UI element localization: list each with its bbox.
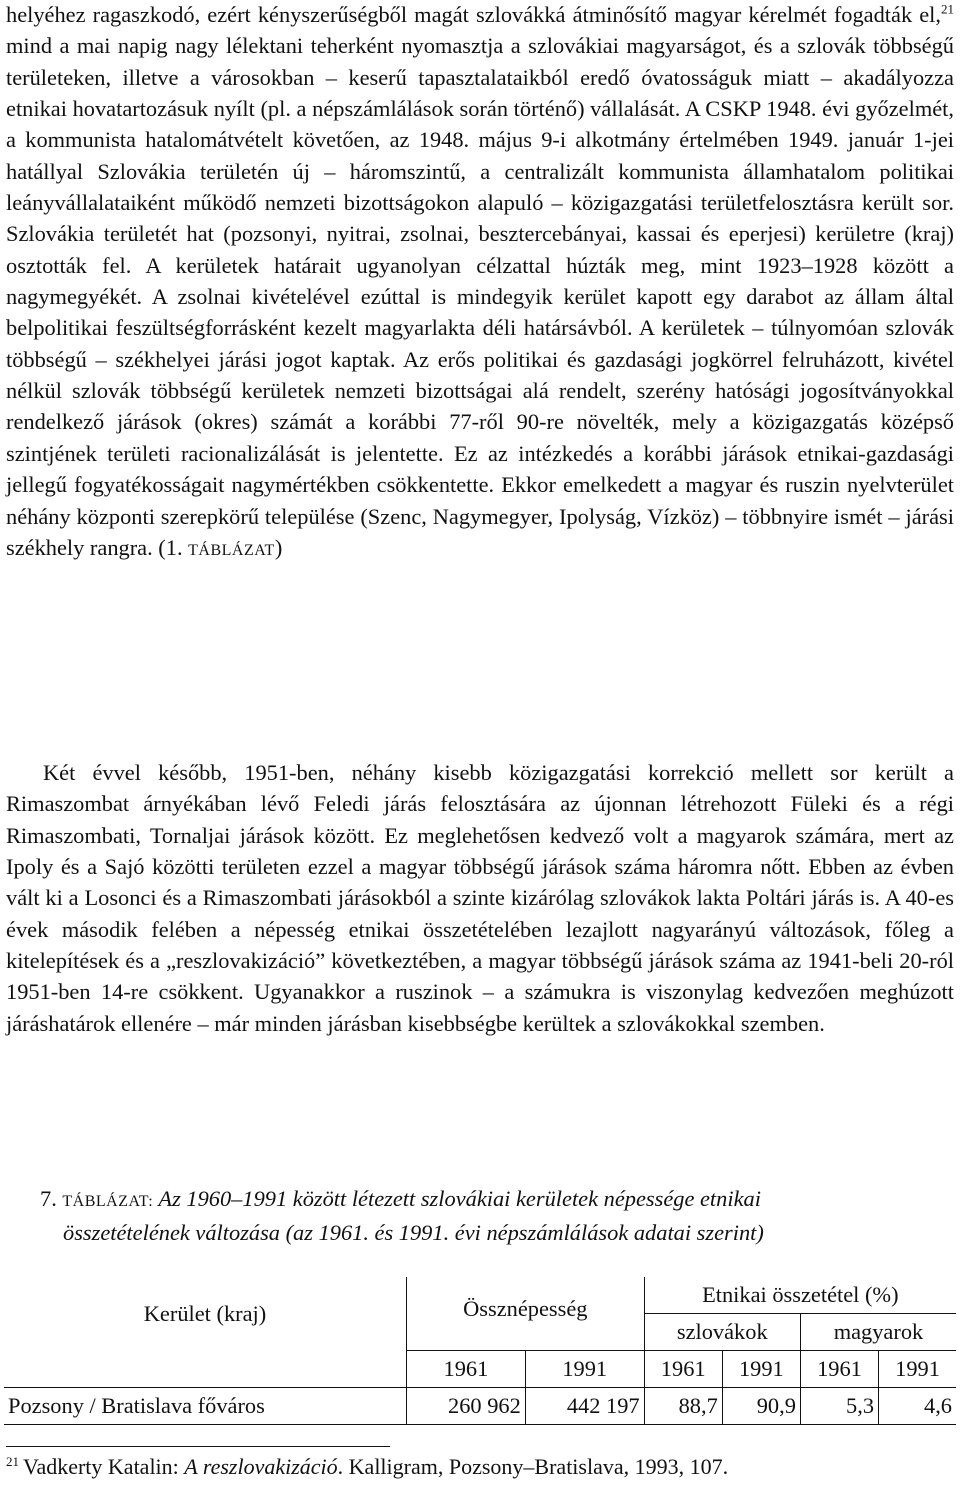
caption-line-1: Az 1960–1991 között létezett szlovákiai kerületek népessége etnikai [153, 1186, 761, 1211]
body-paragraph-1 [6, 0, 954, 566]
footnote-author: Vadkerty Katalin: [23, 1454, 185, 1479]
header-slovaks: szlovákok [644, 1314, 800, 1351]
paragraph-1-tail: ) [274, 534, 283, 560]
year-cell: 1991 [722, 1351, 800, 1388]
footnote-rest: . Kalligram, Pozsony–Bratislava, 1993, 107. [337, 1454, 729, 1479]
value-cell: 4,6 [879, 1388, 956, 1425]
header-population: Össznépesség [407, 1277, 645, 1351]
body-paragraph-2: Két évvel később, 1951-ben, néhány kisebb közigazgatási korrekció mellett sor került a Rimaszombat árnyékában lévő Feledi járás felosztására az újonnan létrehozott Füleki és a régi Rimaszombati, Tornaljai járások között. Ez meglehetősen kedvező volt a magyarok számára, mert az Ipoly és a Sajó közötti területen ezzel a magyar többségű járások száma háromra nőtt. Ebben az évben vált ki a Losonci és a Rimaszombati járásokból a szinte kizárólag szlovákok lakta Poltári járás is. A 40-es évek második felében a népesség etnikai összetételében lezajlott nagyarányú változások, főleg a kitelepítések és a „reszlovakizáció” következtében, a magyar többségű járások száma az 1941-beli 20-ról 1951-ben 14-re csökkent. Ugyanakkor a ruszinok – a számukra is viszonylag kedvezően meghúzott járáshatárok ellenére – már minden járásban kisebbségbe kerültek a szlovákokkal szemben. [6, 760, 954, 1036]
footnote [6, 1453, 946, 1481]
population-table [4, 1277, 956, 1425]
header-hungarians: magyarok [800, 1314, 956, 1351]
table-years-row [4, 1351, 956, 1388]
paragraph-1-text: mind a mai napig nagy lélektani teherként nyomasztja a szlovákiai magyarságot, és a szlovák többségű területeken, illetve a városokban – keserű tapasztalataikból eredő óvatosságuk miatt – akadályozza etnikai hovatartozásuk nyílt (pl. a népszámlálások során történő) vállalását. A CSKP 1948. évi győzelmét, a kommunista hatalomátvételt követően, az 1948. május 9-i alkotmány értelmében 1949. január 1-jei hatállyal Szlovákia területén új – háromszintű, a centralizált kommunista államhatalom politikai leányvállalataiként működő nemzeti bizottságokon alapuló – közigazgatási területfelosztásra került sor. Szlovákia területét hat (pozsonyi, nyitrai, zsolnai, besztercebányai, kassai és eperjesi) kerületre (kraj) osztották fel. A kerületek határait ugyanolyan célzattal húzták meg, mint 1923–1928 között a nagymegyékét. A zsolnai kivételével ezúttal is mindegyik kerület kapott egy darabot az állam által belpolitikai feszültségforrásként kezelt magyarlakta déli határsávból. A kerületek – túlnyomóan szlovák többségű – székhelyei járási jogot kaptak. Az erős politikai és gazdasági jogkörrel felruházott, kivétel nélkül szlovák többségű kerületek nemzeti bizottságai alá rendelt, szerény hatósági jogosítványokkal rendelkező járások (okres) számát a korábbi 77-ről 90-re növelték, mely a közigazgatás középső szintjének területi racionalizálását is jelentette. Ez az intézkedés a korábbi járások etnikai-gazdasági jellegű fogyatékosságait nagymértékben csökkentette. Ekkor emelkedett a magyar és ruszin nyelvterület néhány központi szerepkörű települése (Szenc, Nagymegyer, Ipolyság, Vízköz) – többnyire ismét – járási székhely rangra. (1. [6, 33, 954, 560]
table-reference[interactable]: TÁBLÁZAT [188, 541, 275, 559]
year-cell: 1961 [800, 1351, 878, 1388]
table-header-row-1 [4, 1277, 956, 1314]
footnote-title: A reszlovakizáció [184, 1454, 338, 1479]
value-cell: 442 197 [525, 1388, 644, 1425]
year-cell: 1961 [407, 1351, 526, 1388]
value-cell: 5,3 [800, 1388, 878, 1425]
value-cell: 260 962 [407, 1388, 526, 1425]
caption-label: TÁBLÁZAT: [62, 1193, 154, 1210]
header-region: Kerület (kraj) [4, 1277, 407, 1351]
year-cell: 1961 [644, 1351, 722, 1388]
paragraph-1-lead: helyéhez ragaszkodó, ezért kényszerűségből magát szlovákká átminősítő magyar kérelmét fogadták el, [6, 2, 941, 27]
years-row-spacer [4, 1351, 407, 1388]
region-name-cell: Pozsony / Bratislava főváros [4, 1388, 407, 1425]
table-caption [40, 1183, 920, 1248]
caption-line-2: összetételének változása (az 1961. és 1991. évi népszámlálások adatai szerint) [63, 1220, 764, 1245]
footnote-reference[interactable]: 21 [941, 1, 954, 17]
footnote-separator [6, 1446, 390, 1447]
table-row [4, 1388, 956, 1425]
value-cell: 90,9 [722, 1388, 800, 1425]
year-cell: 1991 [525, 1351, 644, 1388]
year-cell: 1991 [879, 1351, 956, 1388]
value-cell: 88,7 [644, 1388, 722, 1425]
header-ethnic-composition: Etnikai összetétel (%) [644, 1277, 956, 1314]
caption-number: 7. [40, 1186, 57, 1211]
footnote-number: 21 [6, 1453, 19, 1469]
